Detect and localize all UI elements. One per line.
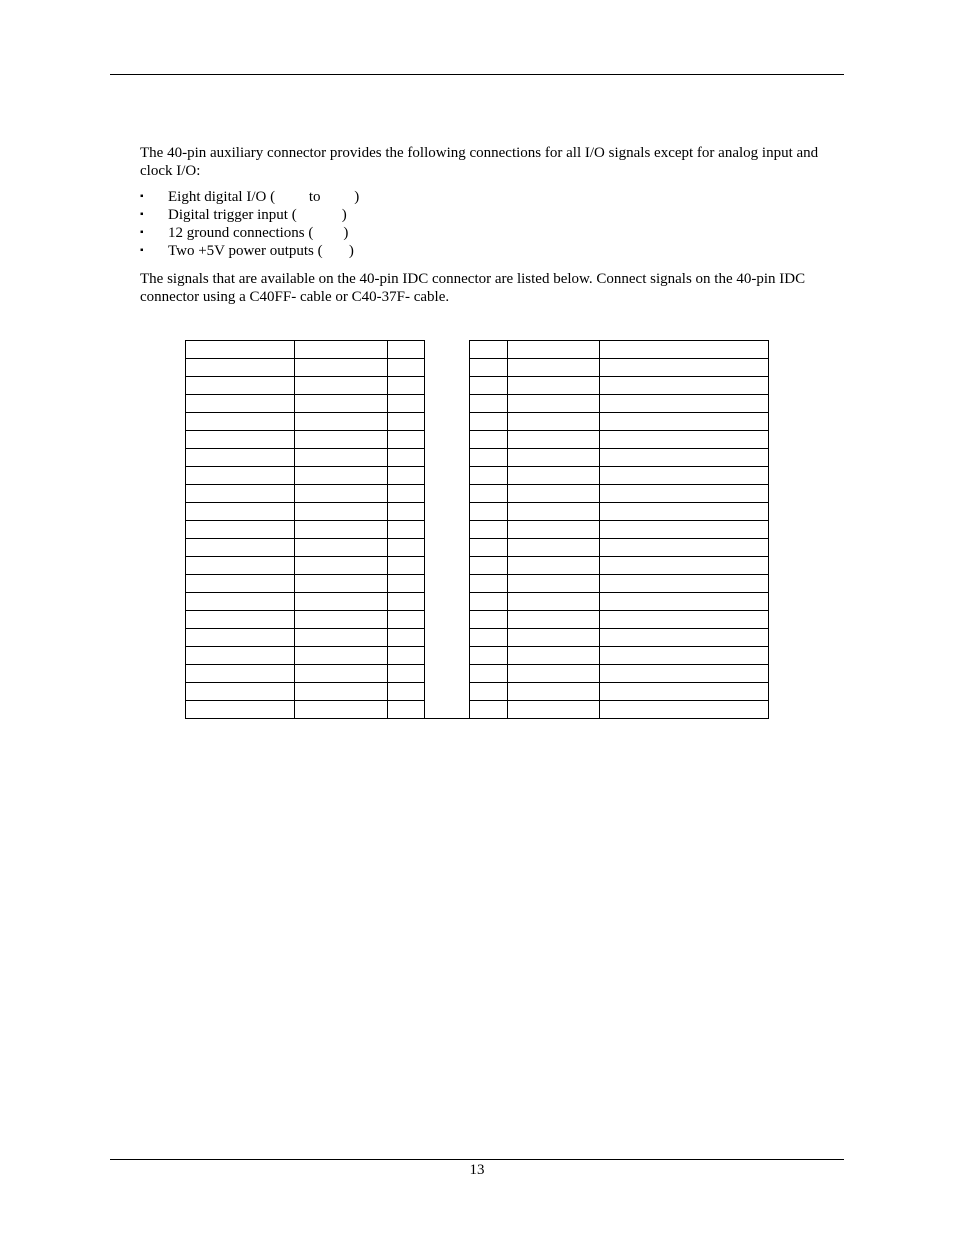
table-gap-cell [425,575,470,593]
table-cell [508,647,600,665]
table-row [186,485,769,503]
table-cell [388,665,425,683]
table-cell [186,503,295,521]
table-gap-cell [425,359,470,377]
table-cell [295,395,388,413]
table-gap-cell [425,665,470,683]
bullet-icon: ▪ [140,191,144,202]
table-cell [470,665,508,683]
table-cell [295,485,388,503]
table-cell [508,503,600,521]
table-cell [600,395,769,413]
table-cell [600,539,769,557]
table-cell [186,665,295,683]
table-cell [186,431,295,449]
list-item [140,206,359,224]
table-gap-cell [425,701,470,719]
table-row [186,611,769,629]
table-cell [186,647,295,665]
table-cell [470,539,508,557]
table-row [186,593,769,611]
table-row [186,503,769,521]
table-cell [508,611,600,629]
table-cell [388,521,425,539]
table-gap-cell [425,629,470,647]
table-cell [600,557,769,575]
header-rule [110,74,844,75]
table-cell [295,431,388,449]
table-cell [600,593,769,611]
bullet-icon: ▪ [140,209,144,220]
table-row [186,665,769,683]
table-cell [470,575,508,593]
table-cell [388,449,425,467]
table-cell [388,377,425,395]
table-cell [388,629,425,647]
table-cell [508,395,600,413]
table-cell [600,629,769,647]
table-cell [186,611,295,629]
table-cell [600,521,769,539]
table-cell [600,341,769,359]
table-gap-cell [425,467,470,485]
table-cell [600,377,769,395]
table-cell [295,521,388,539]
table-cell [600,503,769,521]
bullet-icon: ▪ [140,227,144,238]
table-cell [470,647,508,665]
table-row [186,449,769,467]
table-cell [186,377,295,395]
table-cell [508,557,600,575]
table-cell [508,467,600,485]
table-cell [600,449,769,467]
table-cell [388,413,425,431]
list-item-text: 12 ground connections ( ) [168,225,349,241]
pinout-table [185,340,769,719]
table-gap-cell [425,539,470,557]
table-cell [388,395,425,413]
table-cell [600,647,769,665]
table-cell [600,611,769,629]
table-cell [295,359,388,377]
table-gap-cell [425,503,470,521]
table-cell [388,341,425,359]
table-cell [388,701,425,719]
table-cell [186,485,295,503]
table-cell [508,575,600,593]
table-cell [508,377,600,395]
table-cell [600,683,769,701]
table-cell [388,539,425,557]
table-cell [470,611,508,629]
table-cell [186,341,295,359]
table-cell [470,503,508,521]
table-cell [388,359,425,377]
table-cell [508,683,600,701]
table-cell [470,431,508,449]
table-cell [470,359,508,377]
table-cell [388,611,425,629]
table-row [186,647,769,665]
table-cell [186,395,295,413]
table-cell [508,413,600,431]
table-cell [295,575,388,593]
list-item [140,242,359,260]
table-cell [470,341,508,359]
table-cell [470,377,508,395]
table-cell [470,683,508,701]
table-gap-cell [425,557,470,575]
table-row [186,539,769,557]
table-cell [508,701,600,719]
table-cell [388,503,425,521]
table-cell [508,593,600,611]
table-gap-cell [425,431,470,449]
table-gap-cell [425,395,470,413]
table-cell [295,611,388,629]
table-cell [295,467,388,485]
table-cell [295,557,388,575]
table-cell [186,539,295,557]
table-row [186,557,769,575]
table-cell [295,413,388,431]
table-cell [508,449,600,467]
table-cell [470,395,508,413]
table-cell [388,431,425,449]
table-cell [470,521,508,539]
table-cell [600,413,769,431]
table-row [186,359,769,377]
table-cell [186,557,295,575]
list-item-text: Eight digital I/O ( to ) [168,189,360,205]
connection-list [140,188,359,260]
table-gap-cell [425,449,470,467]
table-row [186,467,769,485]
table-cell [600,467,769,485]
table-cell [295,629,388,647]
table-cell [508,539,600,557]
list-item-text: Two +5V power outputs ( ) [168,243,354,259]
table-row [186,629,769,647]
table-cell [600,359,769,377]
table-row [186,521,769,539]
footer-rule [110,1159,844,1160]
table-cell [508,521,600,539]
table-cell [388,683,425,701]
table-gap-cell [425,611,470,629]
table-cell [186,683,295,701]
table-cell [470,593,508,611]
table-cell [295,665,388,683]
table-row [186,431,769,449]
table-cell [508,665,600,683]
table-cell [600,431,769,449]
table-gap-cell [425,593,470,611]
table-gap-cell [425,485,470,503]
table-cell [186,701,295,719]
table-cell [600,701,769,719]
table-cell [470,449,508,467]
table-cell [295,683,388,701]
intro-paragraph: The 40-pin auxiliary connector provides the following connections for all I/O signals except for analog input and clock I/O: [140,145,819,179]
table-cell [600,485,769,503]
table-cell [388,557,425,575]
table-cell [186,413,295,431]
table-row [186,395,769,413]
table-gap-cell [425,647,470,665]
list-item [140,188,359,206]
table-cell [600,575,769,593]
table-cell [295,701,388,719]
table-cell [295,449,388,467]
table-cell [508,431,600,449]
table-cell [600,665,769,683]
table-cell [186,593,295,611]
page-number: 13 [469,1162,485,1178]
table-cell [508,341,600,359]
table-cell [508,629,600,647]
table-cell [186,629,295,647]
table-row [186,413,769,431]
table-gap-cell [425,521,470,539]
table-cell [388,485,425,503]
table-cell [470,467,508,485]
list-item-text: Digital trigger input ( ) [168,207,347,223]
table-row [186,341,769,359]
table-cell [388,467,425,485]
table-gap-cell [425,413,470,431]
table-row [186,575,769,593]
table-cell [508,359,600,377]
table-cell [295,647,388,665]
table-row [186,683,769,701]
table-cell [388,575,425,593]
table-gap-cell [425,377,470,395]
list-item [140,224,359,242]
table-cell [295,539,388,557]
table-cell [470,629,508,647]
bullet-icon: ▪ [140,245,144,256]
table-cell [295,593,388,611]
table-row [186,377,769,395]
table-cell [508,485,600,503]
table-cell [186,359,295,377]
table-cell [388,593,425,611]
table-cell [295,377,388,395]
table-cell [186,467,295,485]
table-cell [470,557,508,575]
table-cell [470,701,508,719]
table-cell [186,521,295,539]
table-gap-cell [425,341,470,359]
table-cell [470,485,508,503]
table-cell [470,413,508,431]
table-row [186,701,769,719]
table-cell [186,449,295,467]
table-gap-cell [425,683,470,701]
table-cell [388,647,425,665]
signals-paragraph: The signals that are available on the 40-pin IDC connector are listed below. Connect signals on the 40-pin IDC connector using a C40FF- cable or C40-37F- cable. [140,271,806,305]
table-cell [295,503,388,521]
table-cell [295,341,388,359]
table-cell [186,575,295,593]
